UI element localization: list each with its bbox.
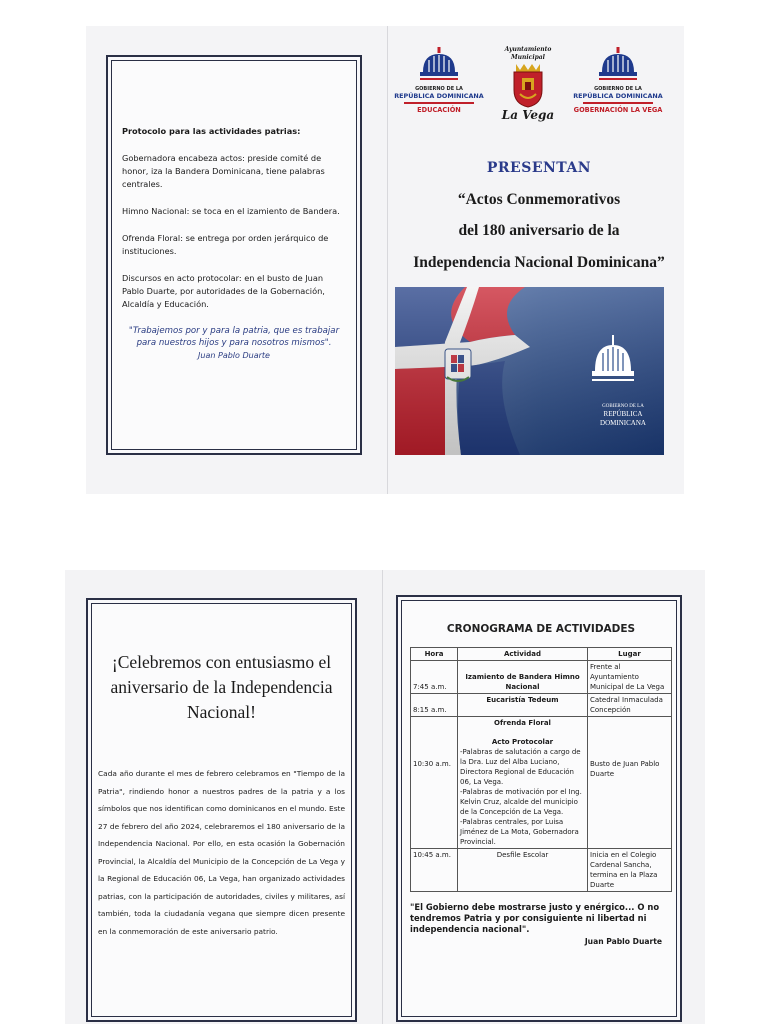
logo-line: GOBERNACIÓN LA VEGA <box>573 106 663 114</box>
flag-logo-caption <box>585 403 661 428</box>
protocol-item: Gobernadora encabeza actos: preside comité de honor, iza la Bandera Dominicana, tiene palabras centrales. <box>122 153 325 189</box>
logo-ayuntamiento-la-vega <box>488 46 568 122</box>
table-row <box>411 849 672 892</box>
activity-cell: Eucaristía Tedeum <box>458 694 588 717</box>
protocol-item: Discursos en acto protocolar: en el busto de Juan Pablo Duarte, por autoridades de la Gobernación, Alcaldía y Educación. <box>122 273 325 309</box>
fold-line <box>387 26 388 494</box>
schedule-table <box>410 647 672 892</box>
place-cell: Catedral Inmaculada Concepción <box>588 694 672 717</box>
activity-title: Ofrenda Floral <box>494 719 551 727</box>
protocol-quote: "Trabajemos por y para la patria, que es trabajar para nuestros hijos y para nosotros mismos". <box>128 326 340 348</box>
table-row <box>411 717 672 849</box>
celebration-panel <box>86 598 357 1022</box>
column-header: Actividad <box>458 648 588 661</box>
logo-gobernacion <box>572 46 664 115</box>
presentan-heading: PRESENTAN <box>486 160 592 176</box>
list-item: -Palabras de motivación por el Ing. Kelvin Cruz, alcalde del municipio de la Concepción de La Vega. <box>460 788 582 816</box>
activity-cell <box>458 717 588 849</box>
cover-title-line: “Actos Conmemorativos <box>457 191 621 208</box>
protocol-panel <box>106 55 362 455</box>
celebration-heading: ¡Celebremos con entusiasmo el aniversario de la Independencia Nacional! <box>110 652 333 722</box>
dominican-flag-image <box>395 287 664 455</box>
table-header-row <box>411 648 672 661</box>
celebration-paragraph: Cada año durante el mes de febrero celebramos en "Tiempo de la Patria", rindiendo honor a nuestros padres de la patria y a los símbolos que nos identifican como dominicanos en el mundo. Este 27 de febrero del año 2024, celebraremos el 180 aniversario de la Independencia Nacional. Por ello, en esta ocasión la Gobernación Provincial, la Alcaldía del Municipio de la Concepción de La Vega y la Regional de Educación 06, La Vega, han organizado actividades patrias, con la participación de autoridades, civiles y militares, así también, toda la ciudadanía vegana que siempre dicen presente en la conmemoración de este aniversario patrio. <box>98 769 345 936</box>
logo-line: REPÚBLICA DOMINICANA <box>573 92 663 100</box>
logo-line: REPÚBLICA DOMINICANA <box>394 92 484 100</box>
coat-of-arms-icon <box>510 62 546 108</box>
place-cell: Inicia en el Colegio Cardenal Sancha, termina en la Plaza Duarte <box>588 849 672 892</box>
activity-subtitle: Acto Protocolar <box>491 738 554 746</box>
time-cell: 10:30 a.m. <box>411 717 458 849</box>
cover-title-line: Independencia Nacional Dominicana” <box>413 254 665 271</box>
schedule-panel <box>396 595 682 1022</box>
logo-line: GOBIERNO DE LA <box>594 86 642 92</box>
place-cell: Busto de Juan Pablo Duarte <box>588 717 672 849</box>
time-cell: 7:45 a.m. <box>411 661 458 694</box>
place-cell: Frente al Ayuntamiento Municipal de La Vega <box>588 661 672 694</box>
flag-logo-line: REPÚBLICA DOMINICANA <box>600 410 646 427</box>
list-item: -Palabras de salutación a cargo de la Dra. Luz del Alba Luciano, Directora Regional de Educación 06, La Vega. <box>460 748 581 786</box>
protocol-heading: Protocolo para las actividades patrias: <box>122 126 301 136</box>
fold-line <box>382 570 383 1024</box>
logo-line: GOBIERNO DE LA <box>415 86 463 92</box>
table-row <box>411 661 672 694</box>
logo-name: La Vega <box>501 108 555 122</box>
logo-line: EDUCACIÓN <box>417 106 461 114</box>
logo-educacion <box>394 46 484 115</box>
list-item: -Palabras centrales, por Luisa Jiménez de La Mota, Gobernadora Provincial. <box>460 818 579 846</box>
activity-cell: Izamiento de Bandera Himno Nacional <box>458 661 588 694</box>
activity-cell: Desfile Escolar <box>458 849 588 892</box>
capitol-dome-icon <box>417 46 461 86</box>
column-header: Lugar <box>588 648 672 661</box>
schedule-title: CRONOGRAMA DE ACTIVIDADES <box>446 623 636 635</box>
column-header: Hora <box>411 648 458 661</box>
time-cell: 10:45 a.m. <box>411 849 458 892</box>
schedule-quote-author: Juan Pablo Duarte <box>584 937 662 946</box>
time-cell: 8:15 a.m. <box>411 694 458 717</box>
protocol-item: Himno Nacional: se toca en el izamiento de Bandera. <box>122 206 340 216</box>
logo-top-text: Ayuntamiento Municipal <box>504 46 552 61</box>
protocol-quote-author: Juan Pablo Duarte <box>198 351 270 360</box>
flag-logo-line: GOBIERNO DE LA <box>602 404 644 409</box>
cover-title-line: del 180 aniversario de la <box>458 222 620 239</box>
schedule-quote: "El Gobierno debe mostrarse justo y enérgico... O no tendremos Patria y por consiguiente ni libertad ni independencia nacional". <box>410 902 660 934</box>
protocol-item: Ofrenda Floral: se entrega por orden jerárquico de instituciones. <box>122 233 329 256</box>
capitol-dome-icon <box>596 46 640 86</box>
table-row <box>411 694 672 717</box>
